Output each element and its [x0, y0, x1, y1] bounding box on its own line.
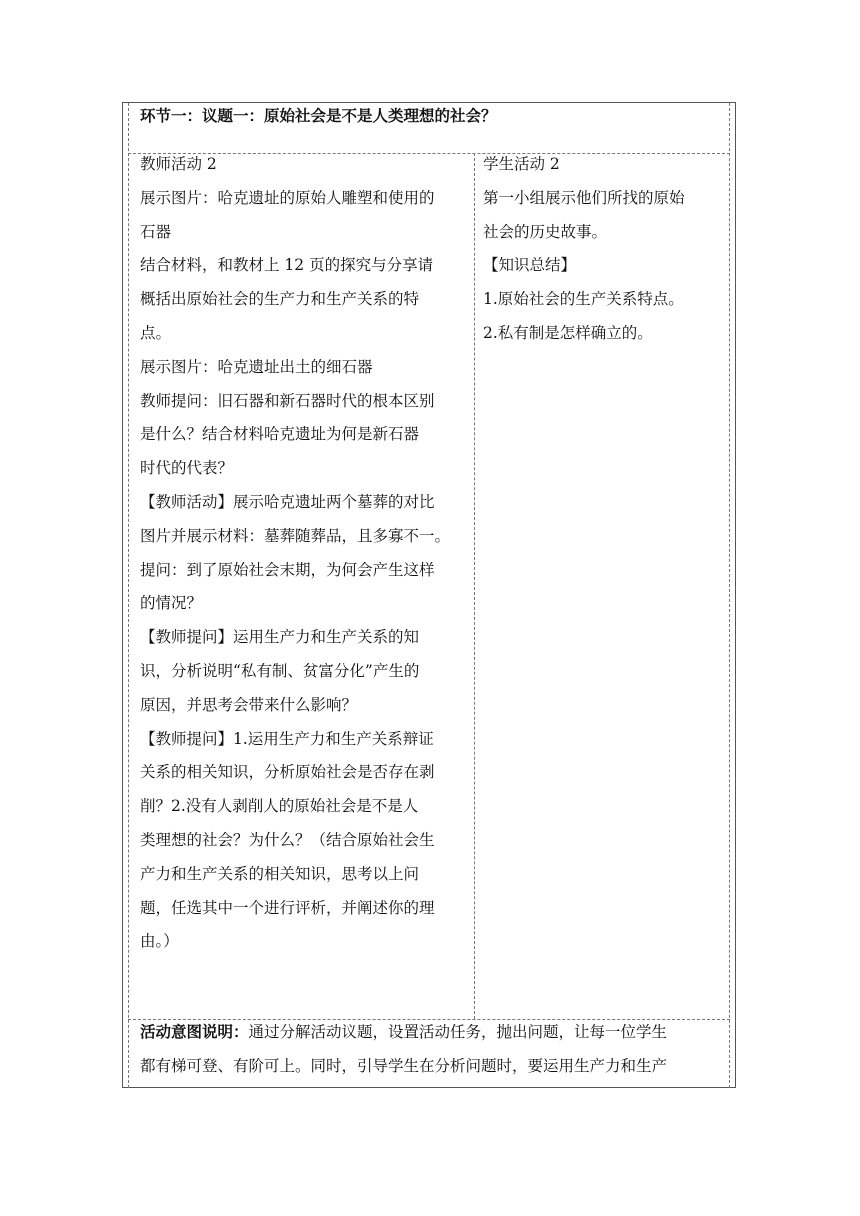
section-title: 环节一：议题一：原始社会是不是人类理想的社会？	[140, 106, 497, 125]
teacher-line: 识，分析说明“私有制、贫富分化”产生的	[140, 661, 420, 680]
teacher-line: 教师提问：旧石器和新石器时代的根本区别	[140, 391, 435, 410]
student-line: 第一小组展示他们所找的原始	[483, 188, 685, 207]
teacher-line: 教师活动 2	[140, 155, 217, 173]
teacher-line: 展示图片：哈克遗址出土的细石器	[140, 357, 373, 376]
student-activity-cell	[483, 148, 685, 351]
intent-text-1: 通过分解活动议题，设置活动任务，抛出问题，让每一位学生	[248, 1023, 668, 1041]
teacher-line: 类理想的社会？为什么？（结合原始社会生	[140, 830, 435, 849]
student-line: 社会的历史故事。	[483, 222, 608, 241]
teacher-line: 原因，并思考会带来什么影响？	[140, 695, 358, 714]
teacher-line: 时代的代表？	[140, 459, 234, 478]
student-line: 2.私有制是怎样确立的。	[483, 323, 653, 342]
activity-intent-cell	[140, 1015, 667, 1084]
teacher-line: 结合材料，和教材上 12 页的探究与分享请	[140, 256, 434, 275]
student-line: 【知识总结】	[483, 256, 577, 275]
teacher-line: 展示图片：哈克遗址的原始人雕塑和使用的	[140, 188, 435, 207]
intent-line-1	[140, 1015, 667, 1050]
student-line: 1.原始社会的生产关系特点。	[483, 290, 684, 309]
teacher-line: 由。）	[140, 932, 179, 951]
teacher-line: 【教师提问】运用生产力和生产关系的知	[140, 628, 420, 647]
teacher-line: 题，任选其中一个进行评析，并阐述你的理	[140, 898, 435, 917]
student-line: 学生活动 2	[483, 155, 560, 173]
teacher-line: 石器	[140, 222, 172, 241]
teacher-line: 削？2.没有人剥削人的原始社会是不是人	[140, 797, 419, 816]
teacher-line: 是什么？结合材料哈克遗址为何是新石器	[140, 425, 420, 444]
column-divider	[474, 153, 475, 1019]
intent-label: 活动意图说明：	[140, 1022, 249, 1041]
teacher-line: 的情况？	[140, 594, 203, 613]
teacher-line: 概括出原始社会的生产力和生产关系的特	[140, 290, 420, 309]
teacher-line: 关系的相关知识，分析原始社会是否存在剥	[140, 763, 435, 782]
teacher-activity-cell	[140, 148, 450, 959]
teacher-line: 图片并展示材料：墓葬随葬品，且多寡不一。	[140, 526, 451, 545]
teacher-line: 【教师活动】展示哈克遗址两个墓葬的对比	[140, 492, 435, 511]
teacher-line: 提问：到了原始社会末期，为何会产生这样	[140, 560, 435, 579]
intent-line-2: 都有梯可登、有阶可上。同时，引导学生在分析问题时，要运用生产力和生产	[140, 1056, 668, 1075]
teacher-line: 【教师提问】1.运用生产力和生产关系辩证	[140, 729, 434, 748]
teacher-line: 点。	[140, 323, 172, 342]
teacher-line: 产力和生产关系的相关知识，思考以上问	[140, 864, 420, 883]
